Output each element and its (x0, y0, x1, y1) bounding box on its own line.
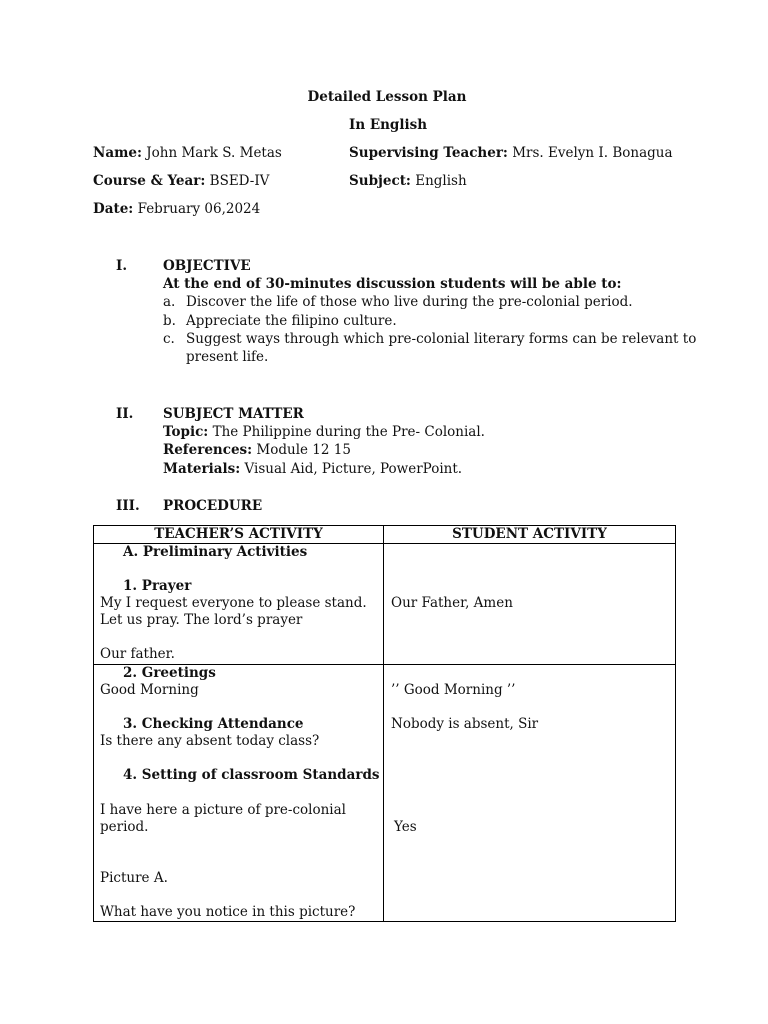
prayer-line-2: Let us pray. The lord’s prayer (100, 612, 303, 628)
procedure-heading: PROCEDURE (163, 498, 263, 514)
topic-label: Topic: (163, 424, 209, 440)
teacher-cell (94, 544, 384, 665)
objective-item-a: Discover the life of those who live during the pre-colonial period. (186, 294, 633, 310)
date-value: February 06,2024 (137, 201, 261, 217)
table-row (94, 544, 676, 665)
course-label: Course & Year: (93, 173, 206, 189)
student-activity-header: STUDENT ACTIVITY (384, 526, 676, 544)
table-row (94, 665, 676, 922)
subject-label: Subject: (349, 173, 411, 189)
student-cell (384, 665, 676, 922)
greetings-heading: 2. Greetings (123, 665, 216, 681)
references-value: Module 12 15 (256, 442, 351, 458)
picture-a-label: Picture A. (100, 870, 168, 886)
page-title (0, 88, 768, 106)
page-subtitle: In English (349, 117, 428, 133)
supervisor-label: Supervising Teacher: (349, 145, 508, 161)
topic-field (163, 423, 485, 441)
objective-item-c-cont: present life. (186, 349, 269, 365)
picture-response: Yes (394, 819, 417, 835)
objective-item-c: Suggest ways through which pre-colonial literary forms can be relevant to (186, 331, 697, 347)
objective-marker-a: a. (163, 294, 176, 310)
references-field (163, 441, 351, 459)
prayer-heading: 1. Prayer (123, 578, 192, 594)
subject-value: English (415, 173, 467, 189)
picture-line-2: period. (100, 819, 149, 835)
references-label: References: (163, 442, 253, 458)
name-label: Name: (93, 145, 142, 161)
supervisor-value: Mrs. Evelyn I. Bonagua (512, 145, 673, 161)
objective-numeral: I. (116, 258, 128, 274)
subject-matter-heading: SUBJECT MATTER (163, 406, 304, 422)
prayer-line-3: Our father. (100, 646, 175, 662)
objective-heading: OBJECTIVE (163, 258, 251, 274)
materials-value: Visual Aid, Picture, PowerPoint. (244, 461, 463, 477)
prayer-line-1: My I request everyone to please stand. (100, 595, 367, 611)
subject-matter-numeral: II. (116, 406, 134, 422)
date-label: Date: (93, 201, 134, 217)
student-cell (384, 544, 676, 665)
topic-value: The Philippine during the Pre- Colonial. (212, 424, 485, 440)
objective-marker-b: b. (163, 313, 176, 329)
attendance-line: Is there any absent today class? (100, 733, 320, 749)
subject-field (349, 172, 467, 190)
date-field (93, 200, 260, 218)
supervisor-field (349, 144, 673, 162)
preliminary-heading: A. Preliminary Activities (123, 544, 308, 560)
teacher-cell (94, 665, 384, 922)
name-value: John Mark S. Metas (146, 145, 282, 161)
table-header-row (94, 526, 676, 544)
materials-field (163, 460, 462, 478)
procedure-table (93, 525, 676, 922)
picture-line-1: I have here a picture of pre-colonial (100, 802, 346, 818)
title-text: Detailed Lesson Plan (307, 89, 467, 105)
objective-item-b: Appreciate the filipino culture. (186, 313, 397, 329)
prayer-response: Our Father, Amen (391, 595, 513, 611)
greetings-line: Good Morning (100, 682, 199, 698)
notice-question: What have you notice in this picture? (100, 904, 356, 920)
procedure-numeral: III. (116, 498, 140, 514)
attendance-response: Nobody is absent, Sir (391, 716, 539, 732)
attendance-heading: 3. Checking Attendance (123, 716, 304, 732)
objective-marker-c: c. (163, 331, 175, 347)
course-value: BSED-IV (209, 173, 270, 189)
course-field (93, 172, 269, 190)
teacher-activity-header: TEACHER’S ACTIVITY (94, 526, 384, 544)
objective-intro: At the end of 30-minutes discussion students will be able to: (163, 276, 622, 292)
name-field (93, 144, 282, 162)
materials-label: Materials: (163, 461, 241, 477)
greetings-response: ’’ Good Morning ’’ (391, 682, 516, 698)
standards-heading: 4. Setting of classroom Standards (123, 767, 380, 783)
